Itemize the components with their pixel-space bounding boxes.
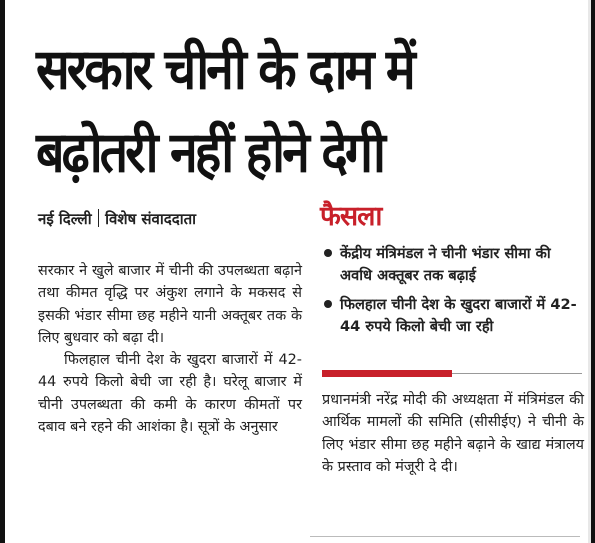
article-body-left <box>38 260 302 438</box>
page-left-border <box>0 0 5 543</box>
article-paragraph-3: प्रधानमंत्री नरेंद्र मोदी की अध्यक्षता में मंत्रिमंडल की आर्थिक मामलों की समिति (सीसीईए) ने चीनी के लिए भंडार सीमा छह महीने बढ़ाने के खाद्य मंत्रालय के प्रस्ताव को मंजूरी दे दी। <box>322 392 584 475</box>
headline-line-2: बढ़ोतरी नहीं होने देगी <box>36 119 383 185</box>
article-body-right <box>322 389 584 478</box>
headline-line-1: सरकार चीनी के दाम में <box>36 36 413 102</box>
sidebar-bullet-text: केंद्रीय मंत्रिमंडल ने चीनी भंडार सीमा की अवधि अक्तूबर तक बढ़ाई <box>340 245 551 284</box>
sidebar-bullet-text: फिलहाल चीनी देश के खुदरा बाजारों में 42-44 रुपये किलो बेची जा रही <box>340 296 577 335</box>
byline <box>38 209 196 229</box>
sidebar-title: फैसला <box>320 201 382 232</box>
sidebar-bullet-item <box>322 294 580 338</box>
byline-separator <box>98 209 100 227</box>
bullet-dot-icon <box>324 249 332 257</box>
article-paragraph-1: सरकार ने खुले बाजार में चीनी की उपलब्धता बढ़ाने तथा कीमत वृद्धि पर अंकुश लगाने के मकसद से इसकी भंडार सीमा छह महीने यानी अक्तूबर तक के लिए बुधवार को बढ़ा दी। <box>38 263 302 346</box>
byline-author: विशेष संवाददाता <box>105 210 197 228</box>
bullet-dot-icon <box>324 300 332 308</box>
accent-rule <box>322 370 452 377</box>
divider-rule <box>452 373 582 374</box>
article-paragraph-2: फिलहाल चीनी देश के खुदरा बाजारों में 42-44 रुपये किलो बेची जा रही है। घरेलू बाजार में चीनी उपलब्धता की कमी के कारण कीमतों पर दबाव बने रहने की आशंका है। सूत्रों के अनुसार <box>38 352 302 436</box>
sidebar-bullet-item <box>322 243 580 287</box>
headline <box>36 28 581 194</box>
byline-place: नई दिल्ली <box>38 210 92 228</box>
page-right-border <box>591 0 595 543</box>
sidebar-bullets <box>322 243 580 345</box>
bottom-divider <box>310 536 580 537</box>
